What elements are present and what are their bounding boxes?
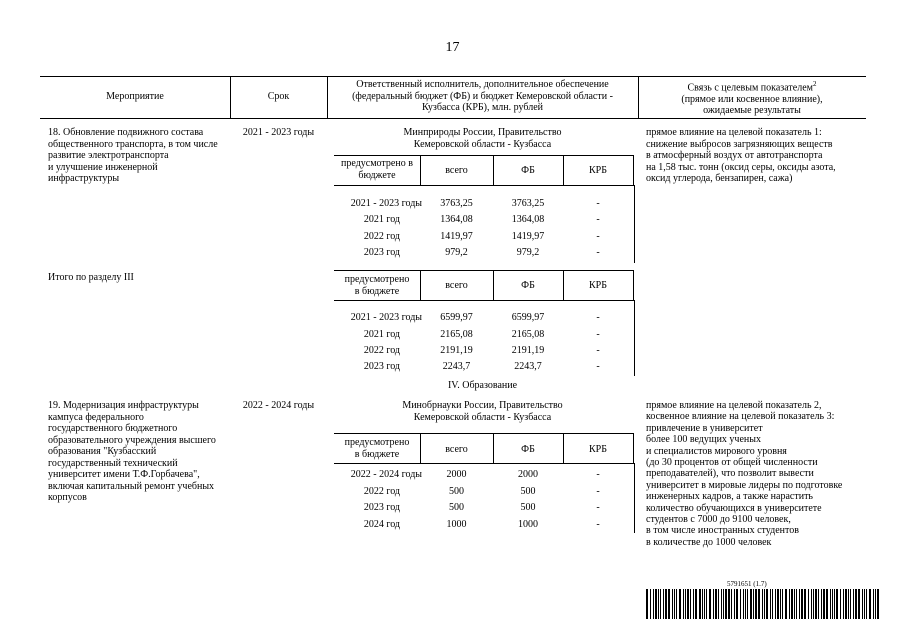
row-total: 3763,25 — [440, 198, 473, 209]
barcode-bar — [804, 589, 806, 619]
row-fb: 500 — [520, 502, 536, 513]
barcode-bar — [864, 589, 865, 619]
row-fb: 2165,08 — [511, 329, 545, 340]
barcode-bar — [845, 589, 847, 619]
row-label: 2021 год — [363, 329, 400, 340]
row-krb: - — [596, 361, 600, 372]
row-krb: - — [596, 231, 600, 242]
row-total: 1419,97 — [440, 231, 473, 242]
item-18-executor: Минприроды России, Правительство Кемеровской области - Кузбасса — [403, 127, 562, 150]
barcode-bar — [808, 589, 809, 619]
barcode-bar — [770, 589, 771, 619]
row-label: 2024 год — [363, 519, 400, 530]
row-total: 6599,97 — [440, 312, 473, 323]
barcode-bar — [709, 589, 711, 619]
row-fb: 1000 — [518, 519, 538, 530]
barcode-bar — [877, 589, 879, 619]
total-3-budget-head-fb: ФБ — [521, 280, 535, 291]
barcode-bar — [862, 589, 863, 619]
total-3-budget-bottom — [334, 300, 634, 301]
barcode-bar — [702, 589, 703, 619]
barcode-bar — [750, 589, 752, 619]
barcode-bar — [789, 589, 790, 619]
row-total: 500 — [449, 486, 464, 497]
barcode-bar — [821, 589, 822, 619]
barcode-bar — [683, 589, 684, 619]
row-label: 2022 год — [363, 345, 400, 356]
row-label: 2021 - 2023 годы — [350, 312, 422, 323]
barcode-bar — [873, 589, 874, 619]
barcode-bar — [755, 589, 757, 619]
row-fb: 1419,97 — [511, 231, 545, 242]
header-col-activity: Мероприятие — [106, 91, 164, 102]
header-col-results — [638, 79, 866, 117]
barcode-bar — [855, 589, 857, 619]
barcode-bar — [706, 589, 707, 619]
row-total: 500 — [449, 502, 464, 513]
row-total: 1000 — [446, 519, 467, 530]
barcode-bar — [758, 589, 760, 619]
footnote-mark: 2 — [813, 80, 817, 88]
barcode-bar — [715, 589, 717, 619]
row-krb: - — [596, 469, 600, 480]
item-18-budget-head-krb: КРБ — [589, 165, 607, 176]
barcode-bar — [832, 589, 833, 619]
barcode-bar — [780, 589, 781, 619]
barcode-bar — [736, 589, 738, 619]
row-label: 2023 год — [363, 247, 400, 258]
total-section-3-title: Итого по разделу III — [48, 272, 134, 283]
row-label: 2022 - 2024 годы — [350, 469, 422, 480]
item-18-title: 18. Обновление подвижного состава общественного транспорта, в том числе развитие электротранспорта и улучшение инженерной инфраструктуры — [48, 127, 218, 184]
barcode-bar — [747, 589, 748, 619]
row-label: 2021 год — [363, 214, 400, 225]
barcode-bar — [850, 589, 851, 619]
barcode-bar — [676, 589, 677, 619]
total-3-budget-head-total: всего — [445, 280, 468, 291]
header-col-executor: Ответственный исполнитель, дополнительное обеспечение (федеральный бюджет (ФБ) и бюджет Кемеровской области - Кузбасса (КРБ), млн. рублей — [352, 79, 613, 113]
row-fb: 6599,97 — [511, 312, 545, 323]
row-krb: - — [596, 519, 600, 530]
row-total: 2243,7 — [442, 361, 471, 372]
item-18-budget-bottom — [334, 185, 634, 186]
barcode-bar — [853, 589, 854, 619]
barcode-bar — [830, 589, 831, 619]
barcode-bar — [782, 589, 783, 619]
row-label: 2023 год — [363, 502, 400, 513]
barcode-bar — [723, 589, 724, 619]
row-krb: - — [596, 247, 600, 258]
barcode-bar — [734, 589, 735, 619]
item-18-budget-top — [334, 155, 634, 156]
barcode-bar — [785, 589, 787, 619]
item-19-budget-div-4 — [633, 433, 634, 463]
row-krb: - — [596, 502, 600, 513]
row-label: 2022 год — [363, 486, 400, 497]
barcode-bar — [646, 589, 648, 619]
row-krb: - — [596, 329, 600, 340]
section-4-heading: IV. Образование — [447, 380, 518, 391]
row-krb: - — [596, 345, 600, 356]
row-fb: 979,2 — [516, 247, 540, 258]
barcode-bar — [875, 589, 876, 619]
barcode-bar — [826, 589, 828, 619]
total-3-budget-head-planned: предусмотрено в бюджете — [344, 274, 410, 297]
header-col-results-line1: Связь с целевым показателем — [687, 82, 813, 94]
item-19-budget-head-krb: КРБ — [589, 444, 607, 455]
barcode-bar — [858, 589, 860, 619]
barcode-bar — [762, 589, 763, 619]
page-number: 17 — [445, 40, 460, 55]
barcode-bar — [713, 589, 714, 619]
barcode-bar — [777, 589, 779, 619]
barcode-image — [646, 589, 881, 619]
barcode-bar — [653, 589, 654, 619]
barcode-bar — [869, 589, 871, 619]
barcode-bar — [679, 589, 681, 619]
row-krb: - — [596, 214, 600, 225]
item-19-right-divider — [634, 463, 635, 533]
barcode-bar — [655, 589, 657, 619]
barcode-bar — [775, 589, 776, 619]
item-18-budget-div-4 — [633, 155, 634, 185]
barcode-bar — [766, 589, 768, 619]
row-total: 2191,19 — [440, 345, 473, 356]
row-label: 2021 - 2023 годы — [350, 198, 422, 209]
barcode-bar — [799, 589, 800, 619]
barcode-bar — [718, 589, 719, 619]
row-label: 2022 год — [363, 231, 400, 242]
row-krb: - — [596, 198, 600, 209]
barcode-bar — [764, 589, 765, 619]
header-bottom-rule — [40, 118, 866, 119]
barcode-bar — [743, 589, 744, 619]
item-19-budget-head-planned: предусмотрено в бюджете — [344, 437, 410, 460]
barcode-bar — [815, 589, 817, 619]
barcode-bar — [794, 589, 795, 619]
barcode-bar — [728, 589, 730, 619]
row-fb: 2243,7 — [514, 361, 542, 372]
row-total: 2165,08 — [440, 329, 473, 340]
barcode-bar — [866, 589, 867, 619]
row-label: 2023 год — [363, 361, 400, 372]
row-fb: 1364,08 — [511, 214, 545, 225]
barcode-bar — [740, 589, 741, 619]
barcode-bar — [665, 589, 667, 619]
row-fb: 500 — [520, 486, 536, 497]
barcode-bar — [658, 589, 659, 619]
item-19-result: прямое влияние на целевой показатель 2, косвенное влияние на целевой показатель 3: привлечение в университет более 100 ведущих ученых и специалистов мирового уровня (до 30 процентов от общей численности преподавателей), что позволит вывести университет в мировые лидеры по подготовке инженерных кадров, а также нарастить количество обучающихся в университете студентов с 7000 до 9100 человек, в том числе иностранных студентов в количестве до 1000 человек — [646, 400, 843, 548]
row-total: 979,2 — [445, 247, 468, 258]
item-18-budget-head-fb: ФБ — [521, 165, 535, 176]
barcode-bar — [801, 589, 803, 619]
barcode-bar — [690, 589, 691, 619]
header-col-results-rest: (прямое или косвенное влияние), ожидаемые результаты — [681, 93, 823, 117]
row-total: 2000 — [446, 469, 467, 480]
item-18-result: прямое влияние на целевой показатель 1: снижение выбросов загрязняющих веществ в атмосферный воздух от автотранспорта на 1,58 тыс. тонн (оксид серы, оксиды азота, оксид углерода, бензапирен, сажа) — [646, 127, 836, 184]
barcode-bar — [721, 589, 722, 619]
barcode-bar — [753, 589, 754, 619]
item-18-budget-head-planned: предусмотрено в бюджете — [341, 158, 413, 181]
row-krb: - — [596, 312, 600, 323]
total-3-budget-head-krb: КРБ — [589, 280, 607, 291]
barcode-bar — [813, 589, 814, 619]
barcode-bar — [796, 589, 797, 619]
item-19-title: 19. Модернизация инфраструктуры кампуса федерального государственного бюджетного образовательного учреждения высшего образования "Кузбасский государственный технический университет имени Т.Ф.Горбачева", включая капитальный ремонт учебных корпусов — [48, 400, 216, 503]
barcode-bar — [685, 589, 686, 619]
item-19-budget-head-fb: ФБ — [521, 444, 535, 455]
row-fb: 2191,19 — [511, 345, 545, 356]
barcode-bar — [693, 589, 694, 619]
barcode-bar — [791, 589, 793, 619]
barcode-bar — [672, 589, 673, 619]
total-3-budget-div-4 — [633, 270, 634, 300]
barcode-bar — [843, 589, 844, 619]
item-19-executor: Минобрнауки России, Правительство Кемеровской области - Кузбасса — [402, 400, 563, 423]
barcode-bar — [840, 589, 841, 619]
barcode-bar — [674, 589, 675, 619]
barcode-bar — [818, 589, 819, 619]
row-total: 1364,08 — [440, 214, 473, 225]
row-fb: 3763,25 — [511, 198, 545, 209]
barcode-bar — [687, 589, 689, 619]
barcode-bar — [731, 589, 732, 619]
item-18-budget-head-total: всего — [445, 165, 468, 176]
total-3-budget-top — [334, 270, 634, 271]
header-top-rule — [40, 76, 866, 77]
barcode-bar — [834, 589, 835, 619]
barcode-bar — [650, 589, 651, 619]
item-19-term: 2022 - 2024 годы — [242, 400, 315, 411]
total-3-right-divider — [634, 300, 635, 376]
barcode-bar — [811, 589, 812, 619]
barcode-bar — [695, 589, 697, 619]
barcode-bar — [823, 589, 825, 619]
header-col-term: Срок — [267, 91, 290, 102]
barcode-bar — [836, 589, 838, 619]
item-18-right-divider — [634, 185, 635, 263]
item-19-budget-bottom — [334, 463, 634, 464]
item-19-budget-top — [334, 433, 634, 434]
item-19-budget-head-total: всего — [445, 444, 468, 455]
row-krb: - — [596, 486, 600, 497]
barcode-bar — [699, 589, 701, 619]
item-18-term: 2021 - 2023 годы — [242, 127, 315, 138]
barcode-bar — [772, 589, 773, 619]
barcode-bar — [704, 589, 705, 619]
document-code: 5791651 (1.7) — [727, 580, 767, 588]
barcode-bar — [668, 589, 670, 619]
row-fb: 2000 — [518, 469, 538, 480]
barcode-bar — [663, 589, 664, 619]
barcode-bar — [745, 589, 746, 619]
barcode-bar — [660, 589, 661, 619]
barcode-bar — [848, 589, 849, 619]
barcode-bar — [725, 589, 727, 619]
